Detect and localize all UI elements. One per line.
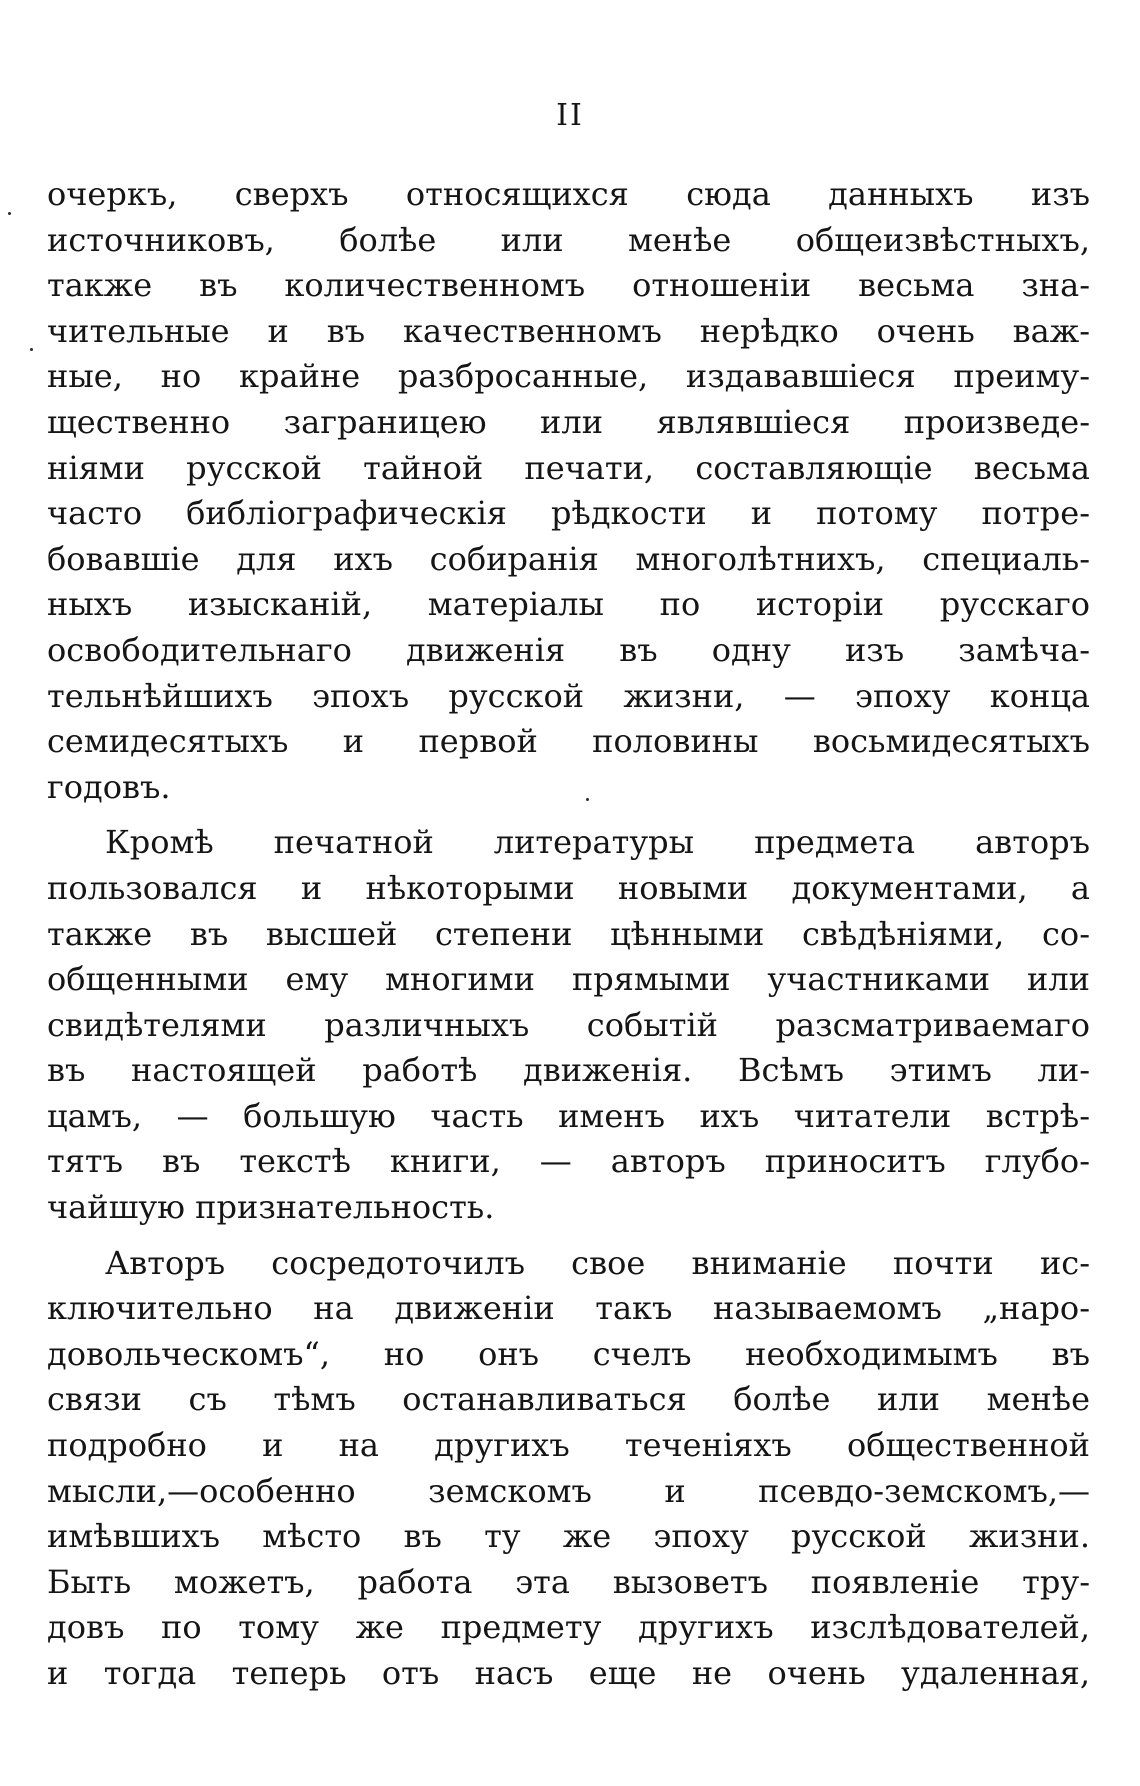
text-line: свидѣтелями различныхъ событій разсматриваемаго: [47, 1005, 1090, 1044]
text-line: довольческомъ“, но онъ счелъ необходимымъ въ: [47, 1334, 1090, 1373]
text-line: имѣвшихъ мѣсто въ ту же эпоху русской жизни.: [47, 1517, 1090, 1556]
text-line: Быть можетъ, работа эта вызоветъ появленіе тру-: [47, 1562, 1090, 1601]
text-line: тятъ въ текстѣ книги, — авторъ приноситъ глубо-: [47, 1142, 1090, 1181]
text-line: общенными ему многими прямыми участниками или: [47, 960, 1090, 999]
text-line: тельнѣйшихъ эпохъ русской жизни, — эпоху конца: [47, 676, 1090, 715]
text-line: также въ количественномъ отношеніи весьма зна-: [47, 266, 1090, 305]
print-speck: [586, 798, 589, 801]
text-line: чайшую признательность.: [47, 1188, 495, 1227]
text-line: и тогда теперь отъ насъ еще не очень удаленная,: [47, 1654, 1090, 1692]
text-line: источниковъ, болѣе или менѣе общеизвѣстныхъ,: [47, 220, 1090, 259]
text-line: цамъ, — большую часть именъ ихъ читатели встрѣ-: [47, 1096, 1090, 1135]
text-line: связи съ тѣмъ останавливаться болѣе или менѣе: [47, 1380, 1090, 1419]
body-text: [47, 172, 1090, 1697]
text-line: чительные и въ качественномъ нерѣдко очень важ-: [47, 311, 1090, 350]
text-line: подробно и на другихъ теченіяхъ общественной: [47, 1426, 1090, 1465]
text-line: семидесятыхъ и первой половины восьмидесятыхъ: [47, 722, 1090, 761]
text-line: ные, но крайне разбросанные, издававшіеся преиму-: [47, 357, 1090, 396]
text-line: въ настоящей работѣ движенія. Всѣмъ этимъ ли-: [47, 1051, 1090, 1090]
text-line: Авторъ сосредоточилъ свое вниманіе почти ис-: [105, 1243, 1090, 1282]
text-line: ныхъ изысканій, матеріалы по исторіи русскаго: [47, 585, 1090, 624]
text-line: очеркъ, сверхъ относящихся сюда данныхъ изъ: [47, 175, 1090, 213]
text-line: довъ по тому же предмету другихъ изслѣдователей,: [47, 1608, 1090, 1647]
text-line: также въ высшей степени цѣнными свѣдѣніями, со-: [47, 914, 1090, 953]
print-speck: [30, 348, 33, 351]
text-line: ключительно на движеніи такъ называемомъ „наро-: [47, 1289, 1090, 1328]
paragraph-1: [47, 172, 1090, 810]
text-line: освободительнаго движенія въ одну изъ замѣча-: [47, 630, 1090, 669]
text-line: годовъ.: [47, 767, 171, 806]
text-line: ніями русской тайной печати, составляющіе весьма: [47, 448, 1090, 487]
text-line: бовавшіе для ихъ собиранія многолѣтнихъ, специаль-: [47, 539, 1090, 578]
text-line: пользовался и нѣкоторыми новыми документами, а: [47, 868, 1090, 907]
paragraph-3: [47, 1241, 1090, 1697]
text-line: Кромѣ печатной литературы предмета авторъ: [105, 823, 1090, 862]
page-number: II: [556, 98, 584, 133]
text-line: часто библіографическія рѣдкости и потому потре-: [47, 494, 1090, 533]
paragraph-2: [47, 820, 1090, 1230]
text-line: мысли,—особенно земскомъ и псевдо-земскомъ,—: [47, 1471, 1090, 1510]
print-speck: [8, 212, 11, 215]
text-line: щественно заграницею или являвшіеся произведе-: [47, 402, 1090, 441]
